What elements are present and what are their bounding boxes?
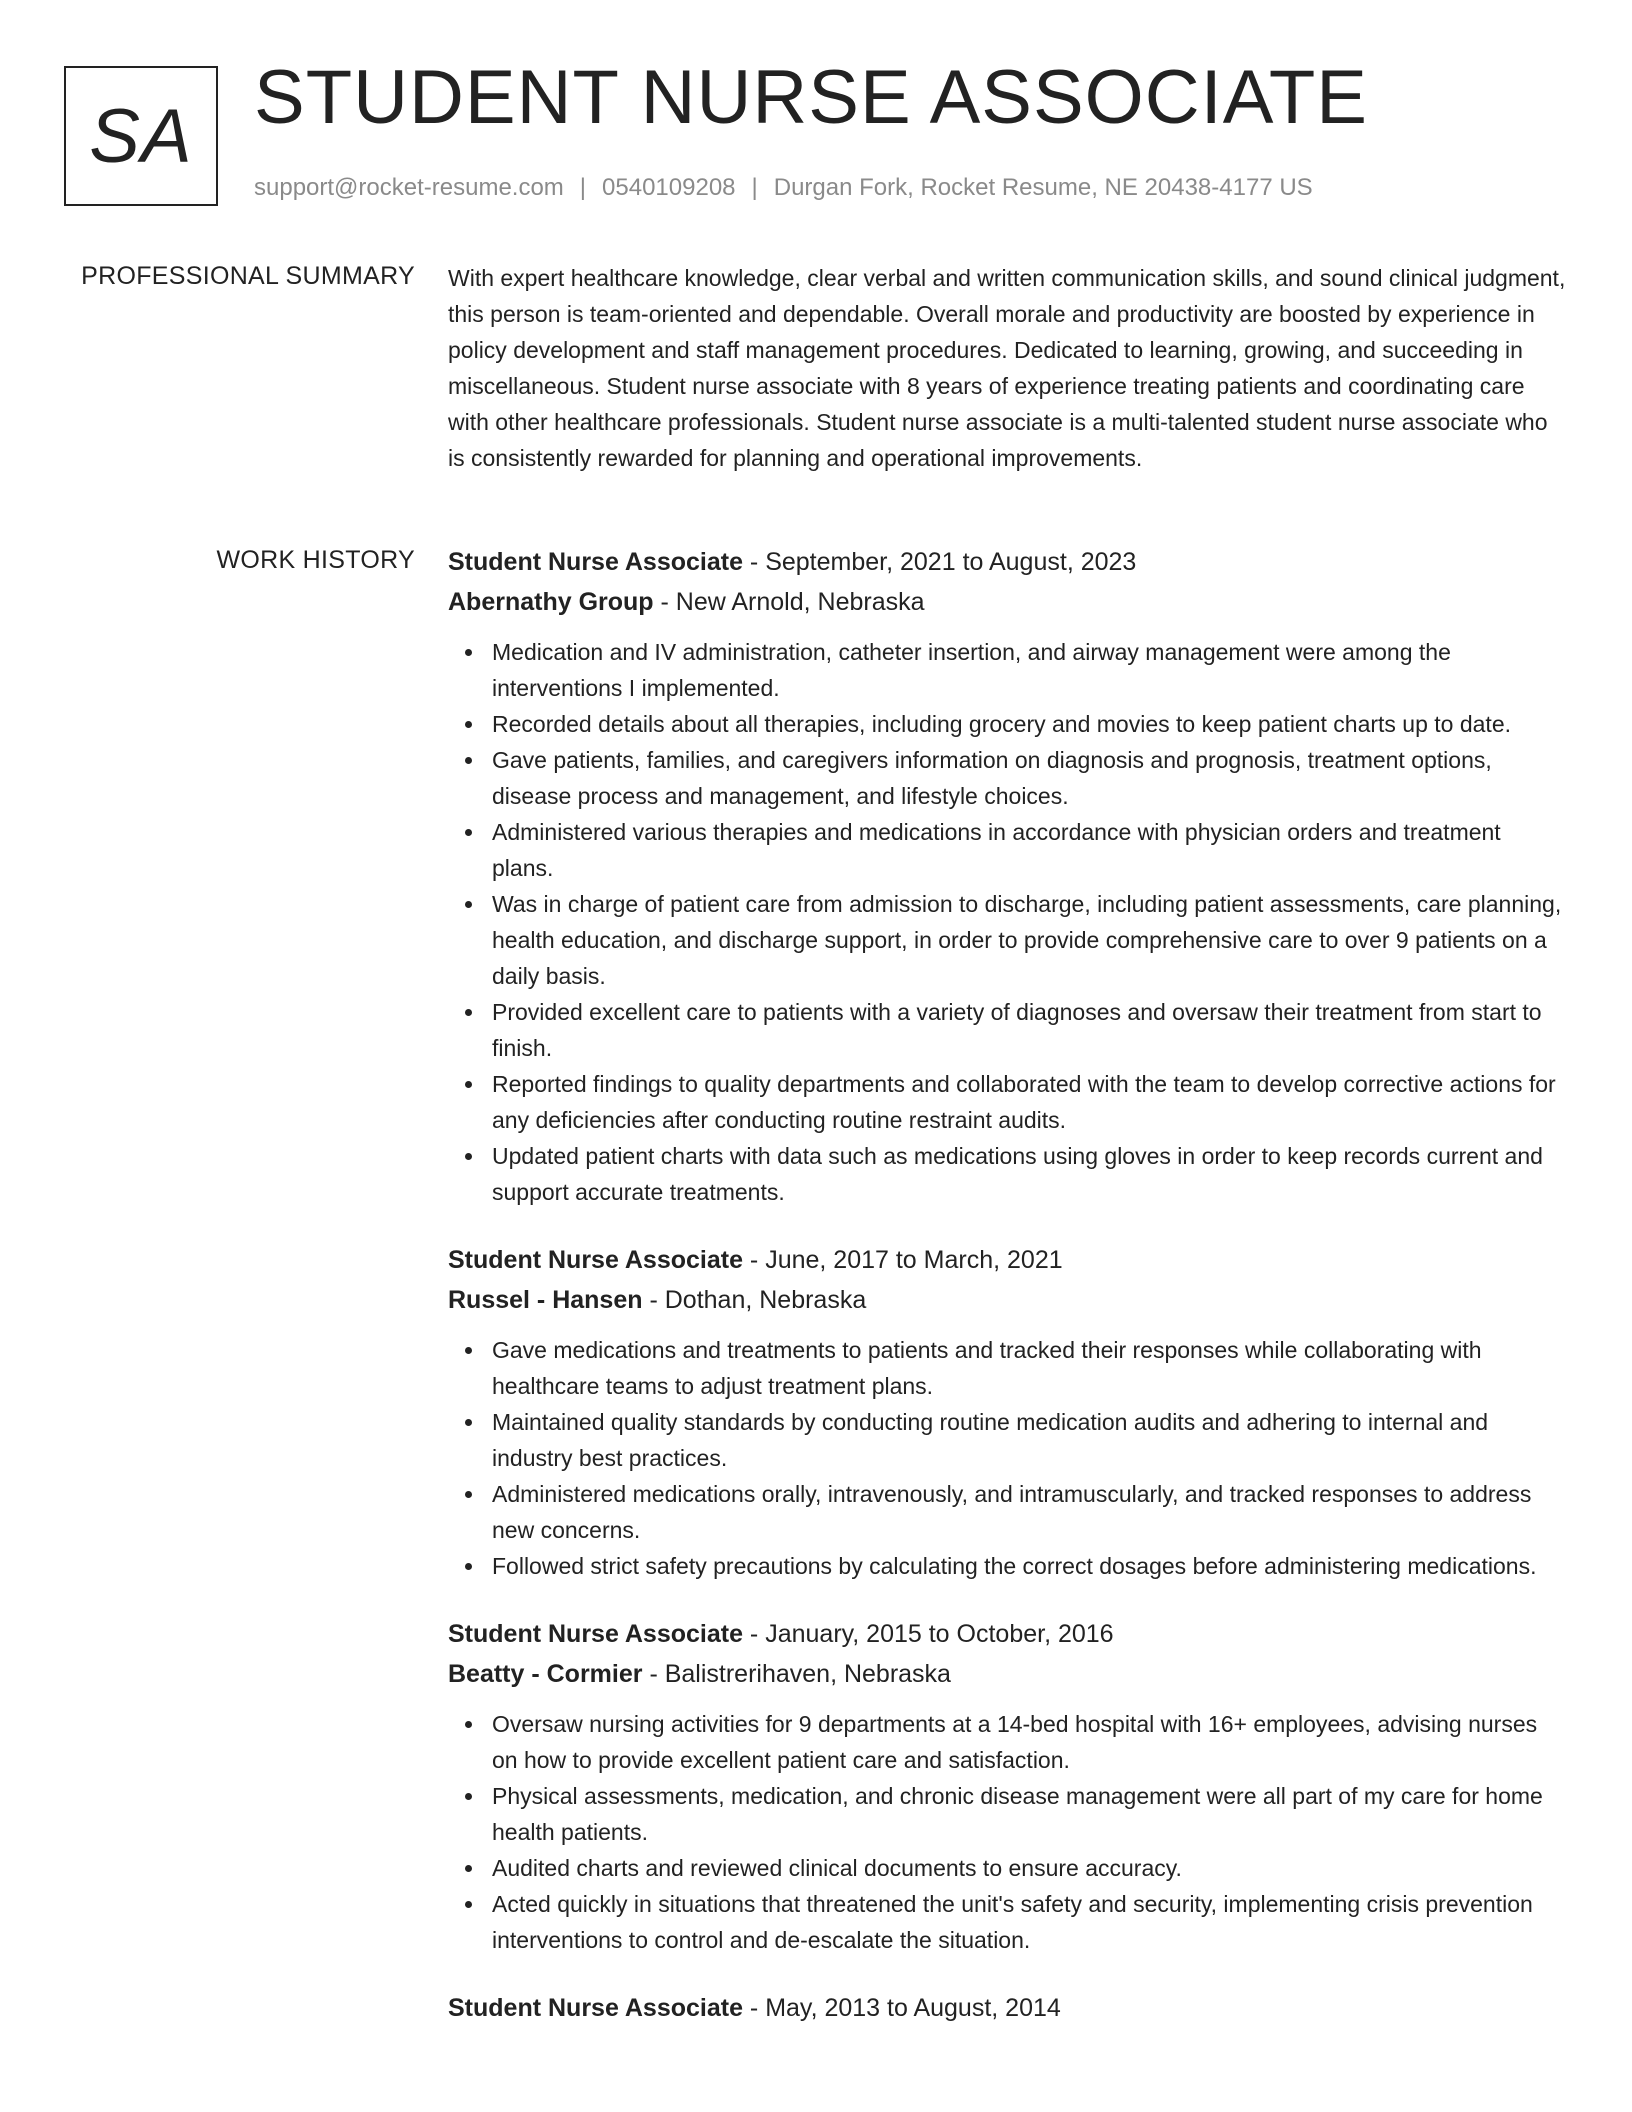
job-bullet-text: Gave medications and treatments to patients and tracked their responses while collaborating with healthcare teams to adjust treatment plans. (492, 1337, 1482, 1399)
job-bullet-item (492, 1778, 1566, 1850)
bullet-dot-icon (465, 1419, 472, 1426)
bullet-dot-icon (465, 901, 472, 908)
job-bullet-item (492, 742, 1566, 814)
job-bullet-list (448, 634, 1566, 1210)
job-dates: - January, 2015 to October, 2016 (742, 1620, 1114, 1648)
job-bullet-text: Updated patient charts with data such as medications using gloves in order to keep records current and support accurate treatments. (492, 1143, 1543, 1205)
job-location: - Dothan, Nebraska (642, 1286, 867, 1314)
contact-phone: 0540109208 (602, 174, 736, 201)
job-bullet-item (492, 994, 1566, 1066)
bullet-dot-icon (465, 1347, 472, 1354)
job-bullet-item (492, 1850, 1566, 1886)
bullet-dot-icon (465, 1901, 472, 1908)
bullet-dot-icon (465, 721, 472, 728)
job-bullet-text: Oversaw nursing activities for 9 departments at a 14-bed hospital with 16+ employees, advising nurses on how to provide excellent patient care and satisfaction. (492, 1711, 1538, 1773)
bullet-dot-icon (465, 1153, 472, 1160)
job-bullet-text: Recorded details about all therapies, including grocery and movies to keep patient charts up to date. (492, 711, 1512, 737)
job-bullet-text: Was in charge of patient care from admission to discharge, including patient assessments, care planning, health education, and discharge support, in order to provide comprehensive care to over 9 patients on a daily basis. (492, 891, 1562, 989)
job-location: - Balistrerihaven, Nebraska (642, 1660, 951, 1688)
job-bullet-item (492, 1548, 1566, 1584)
job-employer-line (448, 1654, 1566, 1694)
job-entry (448, 1614, 1566, 1958)
job-title-line (448, 1240, 1566, 1280)
contact-email: support@rocket-resume.com (254, 174, 564, 201)
job-bullet-item (492, 706, 1566, 742)
bullet-dot-icon (465, 1081, 472, 1088)
job-bullet-text: Acted quickly in situations that threatened the unit's safety and security, implementing crisis prevention interventions to control and de-escalate the situation. (492, 1891, 1533, 1953)
job-location: - New Arnold, Nebraska (653, 588, 925, 616)
job-employer-line (448, 582, 1566, 622)
job-bullet-text: Administered various therapies and medications in accordance with physician orders and treatment plans. (492, 819, 1501, 881)
section-heading-summary: PROFESSIONAL SUMMARY (81, 262, 415, 290)
job-title: Student Nurse Associate (448, 548, 743, 576)
contact-separator: | (579, 174, 587, 201)
contact-address: Durgan Fork, Rocket Resume, NE 20438-4177 US (773, 174, 1313, 201)
job-title: Student Nurse Associate (448, 1620, 743, 1648)
job-bullet-item (492, 1706, 1566, 1778)
bullet-dot-icon (465, 829, 472, 836)
job-title-line (448, 1988, 1566, 2028)
job-dates: - May, 2013 to August, 2014 (742, 1994, 1061, 2022)
job-bullet-item (492, 814, 1566, 886)
job-bullet-item (492, 1332, 1566, 1404)
job-bullet-text: Gave patients, families, and caregivers information on diagnosis and prognosis, treatment options, disease process and management, and lifestyle choices. (492, 747, 1492, 809)
job-employer: Abernathy Group (448, 588, 654, 616)
job-bullet-text: Provided excellent care to patients with a variety of diagnoses and oversaw their treatment from start to finish. (492, 999, 1542, 1061)
job-bullet-text: Maintained quality standards by conducting routine medication audits and adhering to internal and industry best practices. (492, 1409, 1489, 1471)
bullet-dot-icon (465, 1721, 472, 1728)
job-employer: Beatty - Cormier (448, 1660, 643, 1688)
page-title: STUDENT NURSE ASSOCIATE (254, 55, 1368, 140)
job-bullet-text: Audited charts and reviewed clinical documents to ensure accuracy. (492, 1855, 1182, 1881)
work-history-list (448, 542, 1566, 2058)
bullet-dot-icon (465, 649, 472, 656)
job-bullet-text: Administered medications orally, intravenously, and intramuscularly, and tracked responses to address new concerns. (492, 1481, 1532, 1543)
bullet-dot-icon (465, 1563, 472, 1570)
contact-separator: | (751, 174, 758, 201)
bullet-dot-icon (465, 1865, 472, 1872)
job-bullet-item (492, 1476, 1566, 1548)
job-bullet-list (448, 1706, 1566, 1958)
job-bullet-text: Followed strict safety precautions by calculating the correct dosages before administering medications. (492, 1553, 1537, 1579)
job-entry (448, 1988, 1566, 2028)
job-title-line (448, 542, 1566, 582)
job-employer: Russel - Hansen (448, 1286, 643, 1314)
job-dates: - June, 2017 to March, 2021 (742, 1246, 1063, 1274)
job-bullet-item (492, 1886, 1566, 1958)
monogram-initials: SA (89, 93, 193, 179)
job-dates: - September, 2021 to August, 2023 (742, 548, 1137, 576)
job-bullet-text: Physical assessments, medication, and chronic disease management were all part of my care for home health patients. (492, 1783, 1543, 1845)
section-heading-work-history: WORK HISTORY (216, 546, 415, 574)
job-bullet-text: Medication and IV administration, catheter insertion, and airway management were among the interventions I implemented. (492, 639, 1451, 701)
job-bullet-item (492, 1138, 1566, 1210)
monogram-box (64, 66, 218, 206)
job-bullet-text: Reported findings to quality departments and collaborated with the team to develop corrective actions for any deficiencies after conducting routine restraint audits. (492, 1071, 1556, 1133)
job-title: Student Nurse Associate (448, 1246, 743, 1274)
summary-text: With expert healthcare knowledge, clear verbal and written communication skills, and sound clinical judgment, this person is team-oriented and dependable. Overall morale and productivity are boosted by experience in policy development and staff management procedures. Dedicated to learning, growing, and succeeding in miscellaneous. Student nurse associate with 8 years of experience treating patients and coordinating care with other healthcare professionals. Student nurse associate is a multi-talented student nurse associate who is consistently rewarded for planning and operational improvements. (448, 265, 1566, 471)
job-bullet-item (492, 634, 1566, 706)
job-entry (448, 542, 1566, 1210)
contact-line (254, 174, 1313, 202)
bullet-dot-icon (465, 1009, 472, 1016)
bullet-dot-icon (465, 1491, 472, 1498)
job-title: Student Nurse Associate (448, 1994, 743, 2022)
job-bullet-item (492, 1404, 1566, 1476)
bullet-dot-icon (465, 757, 472, 764)
job-bullet-item (492, 1066, 1566, 1138)
job-entry (448, 1240, 1566, 1584)
job-bullet-list (448, 1332, 1566, 1584)
bullet-dot-icon (465, 1793, 472, 1800)
job-bullet-item (492, 886, 1566, 994)
job-title-line (448, 1614, 1566, 1654)
job-employer-line (448, 1280, 1566, 1320)
